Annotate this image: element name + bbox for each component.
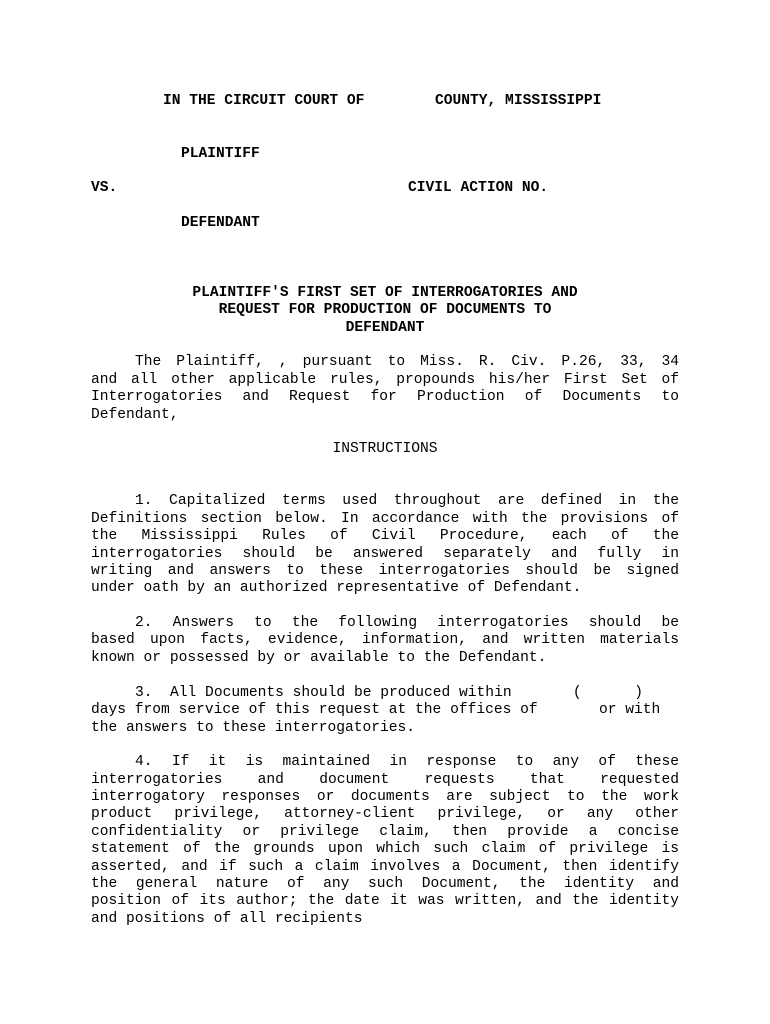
plaintiff-label: PLAINTIFF [181,146,260,162]
instructions-heading: INSTRUCTIONS [332,441,438,457]
instruction-line: under oath by an authorized representative of Defendant. [91,580,582,596]
instruction-line: 4. If it is maintained in response to any of these [135,754,679,770]
instruction-line: position of its author; the date it was written, and the identity [91,893,679,909]
instruction-line: 1. Capitalized terms used throughout are defined in the [135,493,679,509]
instruction-line: product privilege, attorney-client privilege, or any other [91,806,679,822]
intro-line: and all other applicable rules, propounds his/her First Set of [91,372,679,388]
instruction-line: 2. Answers to the following interrogatories should be [135,615,679,631]
instruction-line: interrogatory responses or documents are subject to the work [91,789,679,805]
instruction-line: confidentiality or privilege claim, then provide a concise [91,824,679,840]
civil-action-label: CIVIL ACTION NO. [408,180,549,196]
intro-line: Defendant, [91,407,179,423]
instruction-line: days from service of this request at the offices of or with [91,702,661,718]
instruction-line: writing and answers to these interrogatories should be signed [91,563,679,579]
instruction-line: interrogatories and document requests that requested [91,772,679,788]
instruction-line: interrogatories should be answered separately and fully in [91,546,679,562]
instruction-line: the Mississippi Rules of Civil Procedure, each of the [91,528,679,544]
court-name-suffix: COUNTY, MISSISSIPPI [435,93,602,109]
instruction-line: asserted, and if such a claim involves a Document, then identify [91,859,679,875]
instruction-line: and positions of all recipients [91,911,363,927]
document-title-line-1: PLAINTIFF'S FIRST SET OF INTERROGATORIES AND [192,285,578,301]
court-name-prefix: IN THE CIRCUIT COURT OF [163,93,365,109]
instruction-line: the answers to these interrogatories. [91,720,416,736]
instruction-line: Definitions section below. In accordance with the provisions of [91,511,679,527]
document-title-line-2: REQUEST FOR PRODUCTION OF DOCUMENTS TO [218,302,552,318]
instruction-line: known or possessed by or available to the Defendant. [91,650,547,666]
document-title-line-3: DEFENDANT [345,320,425,336]
defendant-label: DEFENDANT [181,215,260,231]
instruction-line: statement of the grounds upon which such claim of privilege is [91,841,679,857]
intro-line: The Plaintiff, , pursuant to Miss. R. Civ. P.26, 33, 34 [135,354,679,370]
instruction-line: 3. All Documents should be produced within ( ) [135,685,643,701]
instruction-line: the general nature of any such Document, the identity and [91,876,679,892]
intro-line: Interrogatories and Request for Production of Documents to [91,389,679,405]
vs-label: VS. [91,180,118,196]
instruction-line: based upon facts, evidence, information, and written materials [91,632,679,648]
